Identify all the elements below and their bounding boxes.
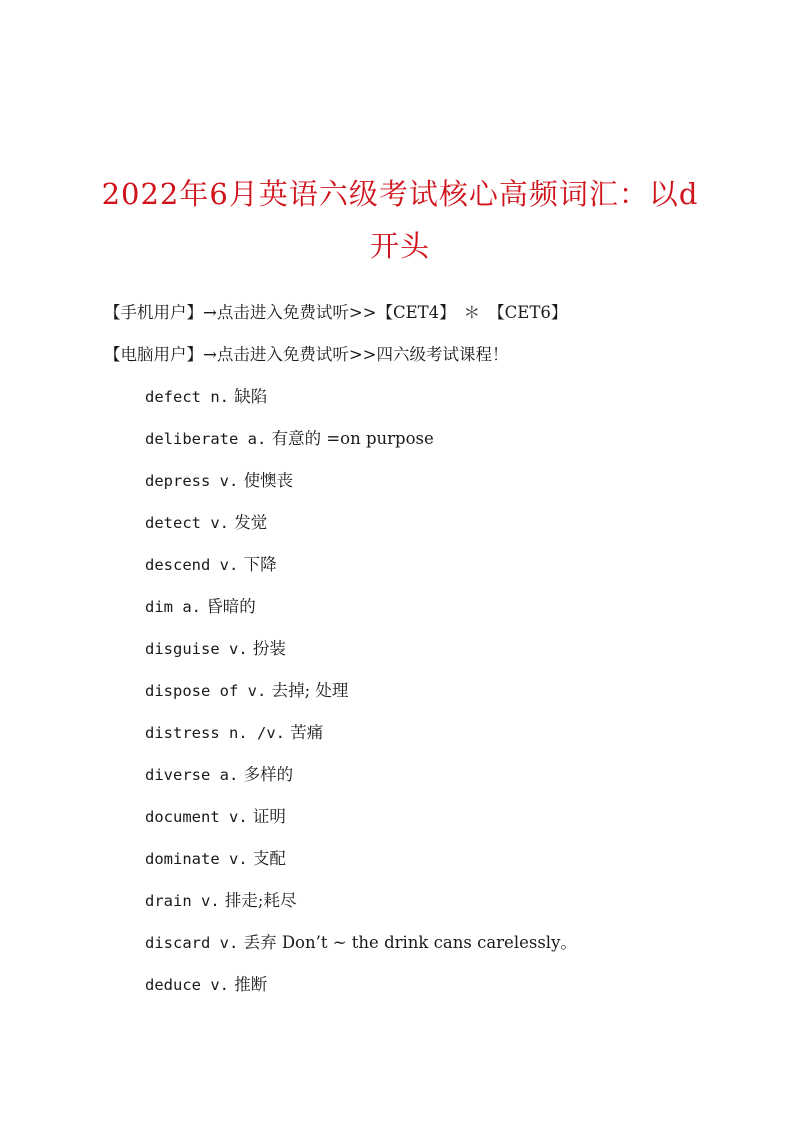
pc-user-line — [104, 334, 567, 376]
vocab-item — [145, 880, 577, 922]
vocab-item — [145, 670, 577, 712]
vocab-meaning: 使懊丧 — [243, 471, 294, 490]
vocab-meaning: 支配 — [252, 849, 286, 868]
vocab-item — [145, 922, 577, 964]
title-line-1: 2022年6月英语六级考试核心高频词汇：以d — [101, 177, 699, 211]
vocab-word: dim a. — [145, 598, 201, 616]
cet6-link[interactable]: 【CET6】 — [488, 303, 568, 322]
vocab-meaning: 发觉 — [234, 513, 268, 532]
vocabulary-list — [145, 376, 577, 1006]
vocab-item — [145, 838, 577, 880]
mobile-user-line — [104, 292, 567, 334]
vocab-item — [145, 712, 577, 754]
vocab-meaning: 缺陷 — [234, 387, 268, 406]
vocab-item — [145, 544, 577, 586]
vocab-word: deliberate a. — [145, 430, 267, 448]
vocab-item — [145, 754, 577, 796]
vocab-word: document v. — [145, 808, 248, 826]
vocab-meaning: 去掉; 处理 — [271, 681, 349, 700]
vocab-word: deduce v. — [145, 976, 229, 994]
vocab-word: dispose of v. — [145, 682, 267, 700]
pc-user-prefix: 【电脑用户】→点击进入免费试听>> — [104, 345, 377, 364]
cet4-link[interactable]: 【CET4】 — [376, 303, 456, 322]
title-line-2: 开头 — [369, 229, 430, 263]
document-title — [60, 168, 740, 272]
vocab-item — [145, 796, 577, 838]
separator-star: ＊ — [463, 303, 481, 322]
vocab-word: distress n. /v. — [145, 724, 285, 742]
vocab-meaning: 扮装 — [252, 639, 286, 658]
vocab-word: depress v. — [145, 472, 239, 490]
vocab-meaning: 排走;耗尽 — [224, 891, 297, 910]
vocab-meaning: 下降 — [243, 555, 277, 574]
vocab-word: diverse a. — [145, 766, 239, 784]
vocab-item — [145, 460, 577, 502]
promo-links — [104, 292, 567, 376]
vocab-meaning: 证明 — [252, 807, 286, 826]
vocab-meaning: 苦痛 — [290, 723, 324, 742]
vocab-word: descend v. — [145, 556, 239, 574]
vocab-item — [145, 502, 577, 544]
vocab-meaning: 有意的 =on purpose — [271, 429, 434, 448]
vocab-word: defect n. — [145, 388, 229, 406]
vocab-item — [145, 586, 577, 628]
vocab-item — [145, 964, 577, 1006]
vocab-meaning: 昏暗的 — [206, 597, 256, 616]
vocab-word: discard v. — [145, 934, 239, 952]
course-link[interactable]: 四六级考试课程！ — [376, 345, 509, 364]
vocab-item — [145, 376, 577, 418]
vocab-word: drain v. — [145, 892, 220, 910]
vocab-meaning: 多样的 — [243, 765, 294, 784]
vocab-word: dominate v. — [145, 850, 248, 868]
mobile-user-prefix: 【手机用户】→点击进入免费试听>> — [104, 303, 377, 322]
vocab-meaning: 丢弃 Don’t ~ the drink cans carelessly。 — [243, 933, 577, 952]
vocab-item — [145, 418, 577, 460]
vocab-word: disguise v. — [145, 640, 248, 658]
vocab-item — [145, 628, 577, 670]
vocab-word: detect v. — [145, 514, 229, 532]
vocab-meaning: 推断 — [234, 975, 268, 994]
